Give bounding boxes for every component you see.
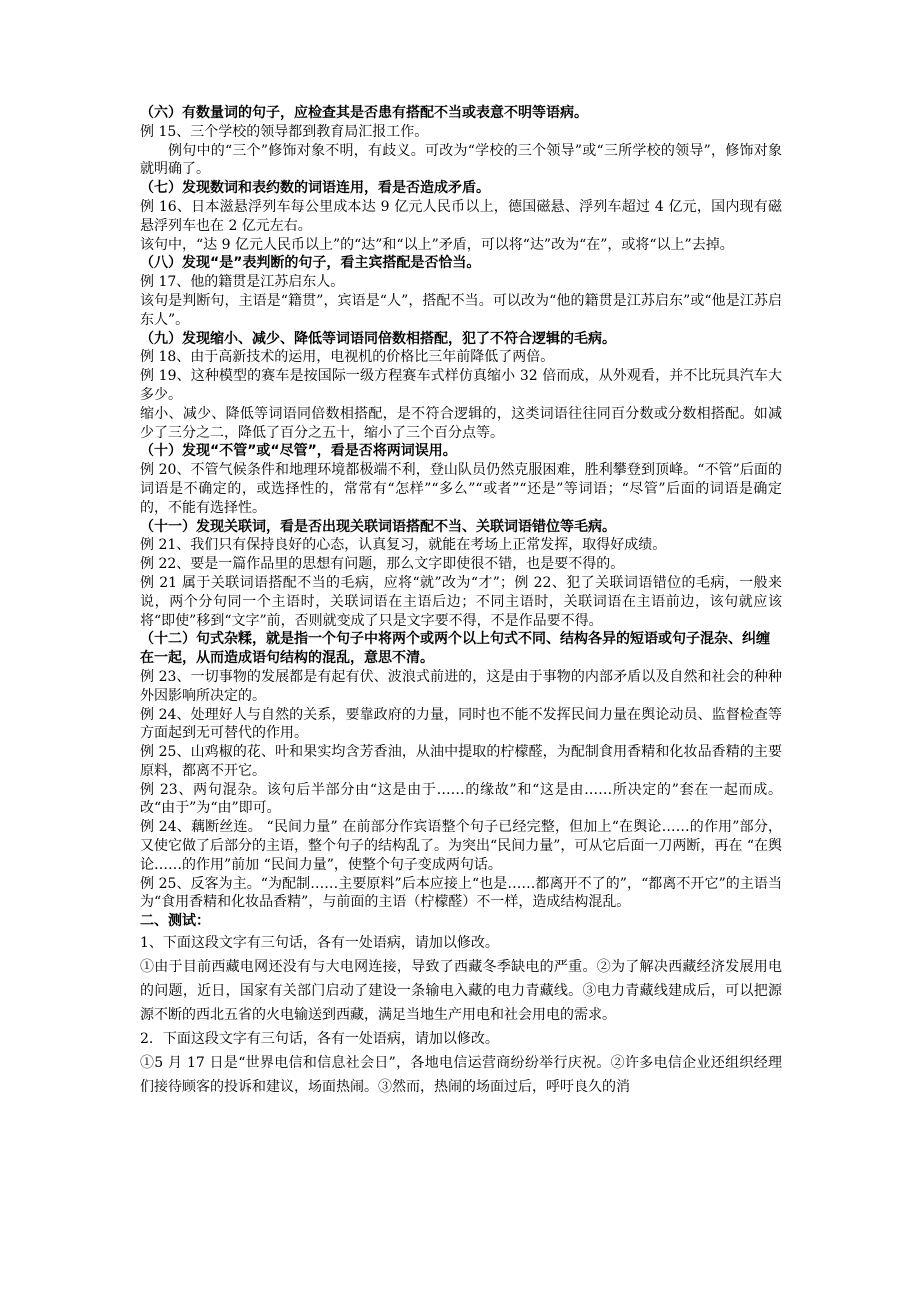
body-paragraph: 例 21、我们只有保持良好的心态，认真复习，就能在考场上正常发挥，取得好成绩。	[140, 537, 667, 554]
body-paragraph: 例 19、这种模型的赛车是按国际一级方程赛车式样仿真缩小 32 倍而成，从外观看，并不比玩具汽车大多少。	[140, 368, 782, 403]
section-heading: 二、测试：	[140, 913, 210, 930]
section-heading: （七）发现数词和表约数的词语连用，看是否造成矛盾。	[140, 180, 490, 197]
section-heading: （六）有数量词的句子，应检查其是否患有搭配不当或表意不明等语病。	[140, 105, 588, 121]
body-paragraph: 例 25、反客为主。“为配制……主要原料”后本应接上“也是……都离开不了的”，“都离不开它”的主语当为“食用香精和化妆品香精”，与前面的主语（柠檬醛）不一样，造成结构混乱。	[140, 875, 782, 911]
body-paragraph: 例 18、由于高新技术的运用，电视机的价格比三年前降低了两倍。	[140, 349, 555, 366]
exercise-paragraph: ①由于目前西藏电网还没有与大电网连接，导致了西藏冬季缺电的严重。②为了解决西藏经济发展用电的问题，近日，国家有关部门启动了建设一条输电入藏的电力青藏线。③电力青藏线建成后，可以把源源不断的西北五省的火电输送到西藏，满足当地生产用电和社会用电的需求。	[140, 959, 782, 1024]
body-paragraph: 例 15、三个学校的领导都到教育局汇报工作。	[140, 123, 429, 140]
body-paragraph: 例 25、山鸡椒的花、叶和果实均含芳香油，从油中提取的柠檬醛，为配制食用香精和化妆品香精的主要原料，都离不开它。	[140, 744, 782, 779]
body-paragraph: 例 23、两句混杂。该句后半部分由“这是由于……的缘故”和“这是由……所决定的”套在一起而成。改“由于”为“由”即可。	[140, 781, 782, 817]
body-paragraph: 例 20、不管气候条件和地理环境都极端不利，登山队员仍然克服困难，胜利攀登到顶峰。“不管”后面的词语是不确定的，或选择性的，常常有“怎样”“多么”“或者”“还是”等词语；“尽管”后面的词语是确定的，不能有选择性。	[140, 462, 782, 516]
exercise-paragraph: 1、下面这段文字有三句话，各有一处语病，请加以修改。	[140, 935, 499, 952]
body-paragraph: 例 23、一切事物的发展都是有起有伏、波浪式前进的，这是由于事物的内部矛盾以及自然和社会的种种外因影响所决定的。	[140, 668, 782, 704]
body-paragraph: 例 24、藕断丝连。 “民间力量” 在前部分作宾语整个句子已经完整，但加上“在舆论……的作用”部分，又使它做了后部分的主语，整个句子的结构乱了。为突出“民间力量”，可从它后面一刀两断，再在 “在舆论……的作用”前加 “民间力量”，使整个句子变成两句话。	[140, 819, 782, 873]
body-paragraph: 例 21 属于关联词语搭配不当的毛病，应将“就”改为“才”；例 22、犯了关联词语错位的毛病，一般来说，两个分句同一个主语时，关联词语在主语后边；不同主语时，关联词语在主语前边，该句就应该将“即使”移到“文字”前，否则就变成了只是文字要不得，不是作品要不得。	[140, 574, 782, 629]
body-paragraph: 例 24、处理好人与自然的关系，要靠政府的力量，同时也不能不发挥民间力量在舆论动员、监督检查等方面起到无可替代的作用。	[140, 706, 782, 742]
body-paragraph: 例 17、他的籍贯是江苏启东人。	[140, 274, 345, 291]
section-heading: （十二）句式杂糅，就是指一个句子中将两个或两个以上句式不同、结构各异的短语或句子混杂、纠缠在一起，从而造成语句结构的混乱，意思不清。	[140, 631, 770, 667]
section-heading: （八）发现“是”表判断的句子，看主宾搭配是否恰当。	[140, 255, 481, 272]
body-paragraph: 缩小、减少、降低等词语同倍数相搭配，是不符合逻辑的，这类词语往往同百分数或分数相搭配。如减少了三分之二，降低了百分之五十，缩小了三个百分点等。	[140, 405, 782, 441]
exercise-paragraph: ①5 月 17 日是“世界电信和信息社会日”，各地电信运营商纷纷举行庆祝。②许多电信企业还组织经理们接待顾客的投诉和建议，场面热闹。③然而，热闹的场面过后，呼吁良久的消	[140, 1055, 782, 1096]
body-paragraph: 例 16、日本滋悬浮列车每公里成本达 9 亿元人民币以上，德国磁悬、浮列车超过 4 亿元，国内现有磁悬浮列车也在 2 亿元左右。	[140, 198, 782, 234]
document-page	[140, 104, 782, 1099]
section-heading: （九）发现缩小、减少、降低等词语同倍数相搭配，犯了不符合逻辑的毛病。	[140, 330, 616, 347]
body-paragraph: 该句是判断句，主语是“籍贯”，宾语是“人”，搭配不当。可以改为“他的籍贯是江苏启东”或“他是江苏启东人”。	[140, 292, 782, 328]
body-paragraph: 例句中的“三个”修饰对象不明，有歧义。可改为“学校的三个领导”或“三所学校的领导”，修饰对象就明确了。	[140, 142, 782, 178]
exercise-paragraph: 2．下面这段文字有三句话，各有一处语病，请加以修改。	[140, 1031, 499, 1048]
body-paragraph: 例 22、要是一篇作品里的思想有问题，那么文字即使很不错，也是要不得的。	[140, 556, 625, 573]
body-paragraph: 该句中，“达 9 亿元人民币以上”的“达”和“以上”矛盾，可以将“达”改为“在”，或将“以上”去掉。	[140, 236, 734, 253]
section-heading: （十一）发现关联词，看是否出现关联词语搭配不当、关联词语错位等毛病。	[140, 518, 616, 535]
section-heading: （十）发现“不管”或“尽管”，看是否将两词误用。	[140, 443, 457, 460]
